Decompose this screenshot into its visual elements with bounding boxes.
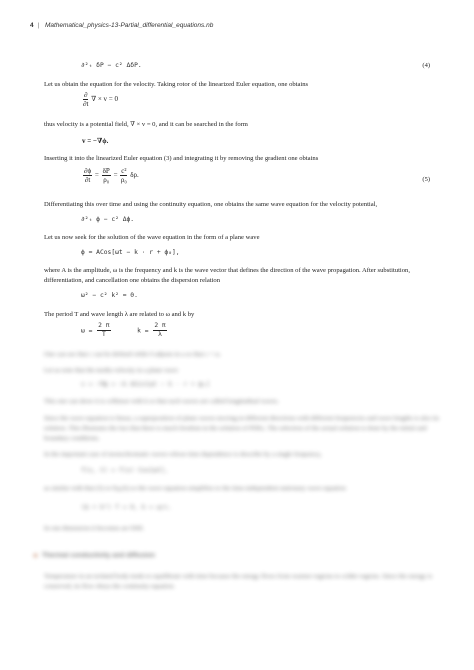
equation-4: ∂²ₜ δP − c² ΔδP.: [81, 62, 142, 69]
blurred-paragraph-6: as similar with that (5) or Eq.(6) so the wave equation simplifies to the time-independent stationary wave equation: [44, 485, 346, 492]
paragraph-velocity-intro: Let us obtain the equation for the velocity. Taking rotor of the linearized Euler equation, one obtains: [44, 81, 309, 88]
paragraph-potential-field: thus velocity is a potential field, ∇ × v = 0, and it can be searched in the form: [44, 121, 248, 128]
paragraph-period-wavelength: The period T and wave length λ are related to ω and k by: [44, 311, 195, 318]
k-frac-den: λ: [158, 331, 162, 338]
blurred-section-heading: [34, 551, 429, 561]
eq5-tail: δρ.: [130, 171, 139, 180]
blurred-paragraph-5: In the important case of monochromatic waves whose time dependence is describe by a single frequency,: [44, 451, 322, 458]
blurred-paragraph-4: Since the wave equation is linear, a superposition of plane waves moving in different directions with different frequencies and wave lengths is also its solution. This illustrates the fact that there is much freedom in the solution of PDEs. The selection of the actual solution is done by the initial and boundary conditions.: [44, 415, 440, 442]
eq5-frac1-den: ∂t: [84, 176, 91, 184]
rotor-frac-den: ∂t: [83, 100, 89, 108]
notebook-title: Mathematical_physics-13-Partial_differential_equations.nb: [44, 22, 214, 29]
potential-equation: v = −∇ϕ.: [82, 137, 109, 145]
paragraph-dispersion-intro: where A is the amplitude, ω is the frequency and k is the wave vector that defines the direction of the wave propagation. After substitution, differentiation, and cancellation one obtains the dispersion relation: [44, 267, 410, 284]
blurred-velocity-equation: v = −∇ϕ = −k ASin[ωt − k · r + ϕ₀]: [81, 381, 210, 388]
k-lhs: k =: [137, 327, 149, 335]
omega-lhs: ω =: [81, 327, 93, 335]
blurred-paragraph-3: This one can show it is collinear with k so that such waves are called longitudinal waves.: [44, 398, 279, 405]
eq5-frac3-den: ρ₀: [120, 176, 127, 184]
page-header: [30, 22, 213, 29]
paragraph-plane-wave-intro: Let us now seek for the solution of the wave equation in the form of a plane wave: [44, 234, 260, 241]
equation-5: $\frac{\partial\phi}{\partial t}$ = $\frac{\delta P}{\text{ρ₀}}$ = $\frac{\text{c²}}{\text{ρ₀}}$ δρ.: [84, 167, 139, 184]
plane-wave-equation: ϕ = ACos[ωt − k · r + ϕ₀],: [81, 249, 180, 256]
wave-equation-velocity-potential: ∂²ₜ ϕ − c² Δϕ.: [81, 216, 135, 223]
page-number: 4: [30, 22, 34, 29]
omega-frac-num: 2 π: [98, 322, 110, 329]
eq5-frac3-num: c²: [121, 167, 127, 175]
omega-frac-den: T: [101, 331, 106, 338]
blurred-helmholtz-equation: (Δ + k²) f = 0, k = ω/c.: [81, 504, 172, 511]
blurred-paragraph-2: Let us note that the media velocity in a plane wave: [44, 367, 179, 374]
dispersion-relation: ω² − c² k² = 0.: [81, 292, 138, 299]
section-bullet-icon: [34, 554, 37, 557]
paragraph-euler-integration: Inserting it into the linearized Euler equation (3) and integrating it by removing the gradient one obtains: [44, 155, 319, 162]
blurred-paragraph-7: In one dimension it becomes an ODE.: [44, 525, 145, 532]
equation-5-number: (5): [422, 176, 430, 183]
blurred-paragraph-8: Temperature in an isolated body tends to equilibrate with time because the energy flows from warmer regions to colder regions. Since the energy is conserved, its flow obeys the continuity equation.: [44, 573, 433, 590]
blurred-paragraph-1: One can see that c can be defined while δ adjusts in a so that c = ω.: [44, 351, 222, 358]
header-separator: |: [37, 22, 40, 29]
rotor-frac-num: ∂: [84, 91, 88, 99]
rotor-equation: [82, 91, 118, 108]
eq5-frac2-den: ρ₀: [103, 176, 110, 184]
period-wavelength-relation: [81, 322, 168, 339]
equation-4-number: (4): [422, 62, 430, 69]
k-frac-num: 2 π: [154, 322, 166, 329]
paragraph-differentiating: Differentiating this over time and using the continuity equation, one obtains the same wave equation for the velocity potential,: [44, 201, 378, 208]
eq5-frac1-num: ∂ϕ: [84, 167, 92, 175]
section-title: Thermal conductivity and diffusion: [42, 552, 155, 559]
rotor-rhs: ∇ × v = 0: [91, 95, 119, 104]
eq5-frac2-num: δP: [102, 167, 110, 175]
blurred-monochromatic-equation: f(x, t) = f(x) Cos[ωt],: [81, 467, 169, 474]
